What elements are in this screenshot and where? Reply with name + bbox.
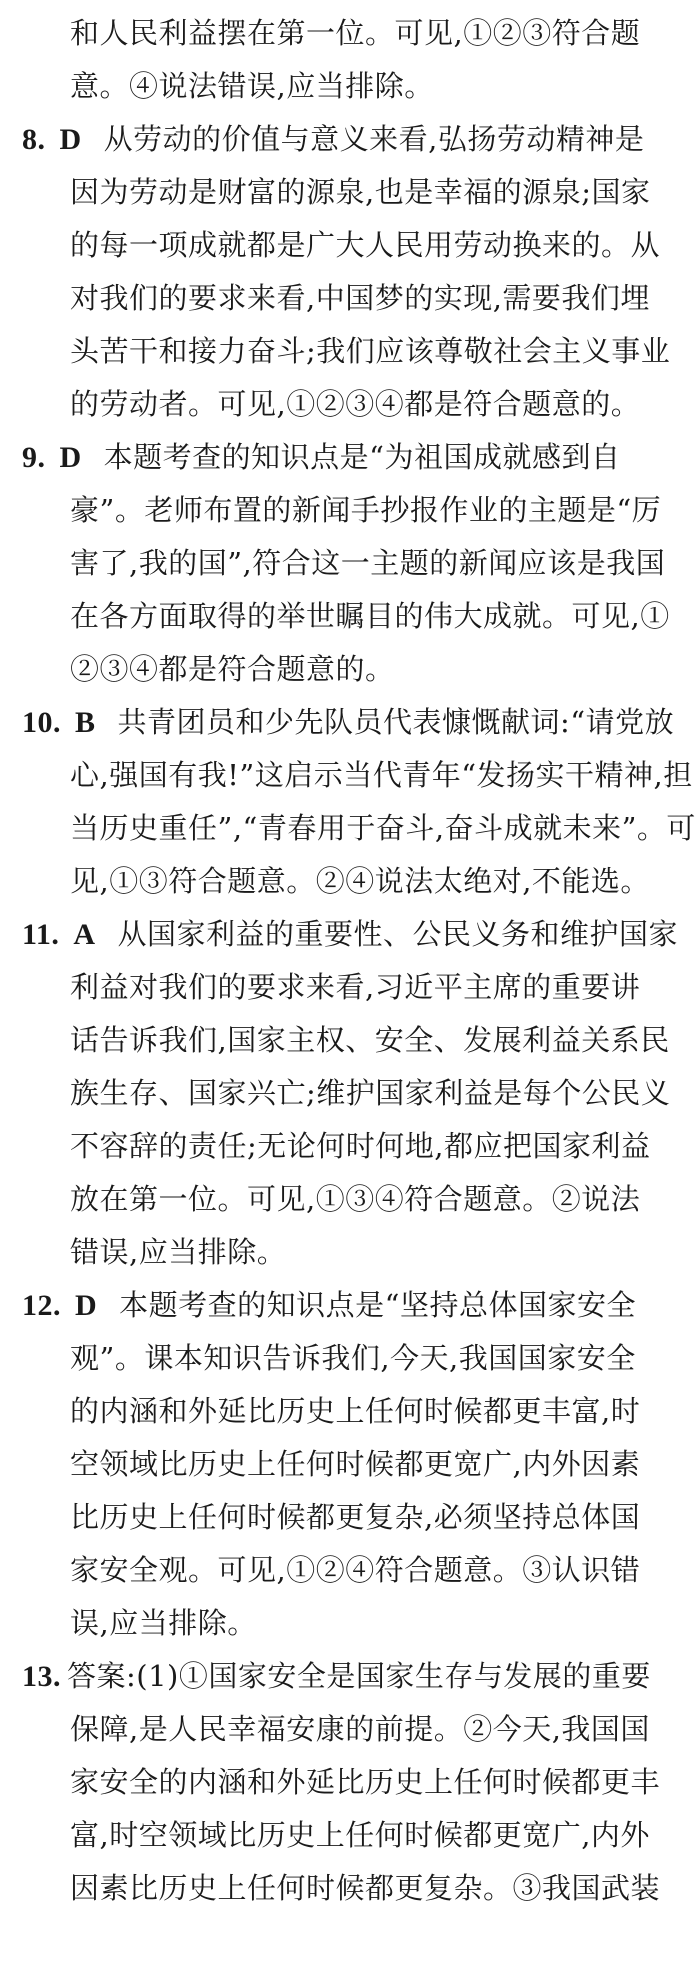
- text-line: 和人民利益摆在第一位。可见,①②③符合题: [70, 16, 641, 50]
- text-line: 观”。课本知识告诉我们,今天,我国国家安全: [70, 1341, 636, 1375]
- text-line: 共青团员和少先队员代表慷慨献词:“请党放: [117, 705, 675, 739]
- item-number: 9.: [22, 441, 46, 474]
- text-line: 放在第一位。可见,①③④符合题意。②说法: [70, 1182, 641, 1216]
- item-answer-letter: D: [75, 1289, 98, 1322]
- answer-item-12-first-line: [22, 1275, 636, 1335]
- text-line: 家安全观。可见,①②④符合题意。③认识错: [70, 1553, 641, 1587]
- text-line: 家安全的内涵和外延比历史上任何时候都更丰: [70, 1765, 661, 1799]
- text-line: 本题考查的知识点是“为祖国成就感到自: [103, 440, 621, 474]
- text-line: 利益对我们的要求来看,习近平主席的重要讲: [70, 970, 641, 1004]
- text-line: 富,时空领域比历史上任何时候都更宽广,内外: [70, 1818, 650, 1852]
- item-number: 11.: [22, 918, 60, 951]
- answer-item-8-first-line: [22, 109, 644, 169]
- text-line: 的每一项成就都是广大人民用劳动换来的。从: [70, 228, 661, 262]
- text-line: 从劳动的价值与意义来看,弘扬劳动精神是: [103, 122, 645, 156]
- text-line: 从国家利益的重要性、公民义务和维护国家: [117, 917, 679, 951]
- text-line: 保障,是人民幸福安康的前提。②今天,我国国: [70, 1712, 650, 1746]
- text-line: 话告诉我们,国家主权、安全、发展利益关系民: [70, 1023, 670, 1057]
- text-line: 比历史上任何时候都更复杂,必须坚持总体国: [70, 1500, 641, 1534]
- answer-item-10-first-line: [22, 692, 674, 752]
- text-line: 见,①③符合题意。②④说法太绝对,不能选。: [70, 864, 650, 898]
- text-line: 害了,我的国”,符合这一主题的新闻应该是我国: [70, 546, 666, 580]
- text-line: (1)①国家安全是国家生存与发展的重要: [136, 1659, 651, 1693]
- text-line: 本题考查的知识点是“坚持总体国家安全: [119, 1288, 636, 1322]
- item-number: 12.: [22, 1289, 61, 1322]
- text-line: 因素比历史上任何时候都更复杂。③我国武装: [70, 1871, 661, 1905]
- answer-item-9-first-line: [22, 427, 621, 487]
- text-line: 在各方面取得的举世瞩目的伟大成就。可见,①: [70, 599, 670, 633]
- item-answer-letter: D: [59, 123, 82, 156]
- text-line: 头苦干和接力奋斗;我们应该尊敬社会主义事业: [70, 334, 671, 368]
- item-number: 13.: [22, 1660, 61, 1693]
- text-line: 空领域比历史上任何时候都更宽广,内外因素: [70, 1447, 641, 1481]
- text-line: 当历史重任”,“青春用于奋斗,奋斗成就未来”。可: [70, 811, 696, 845]
- item-answer-letter: D: [59, 441, 82, 474]
- answer-label: 答案:: [67, 1659, 137, 1693]
- text-line: 对我们的要求来看,中国梦的实现,需要我们埋: [70, 281, 650, 315]
- item-number: 10.: [22, 706, 61, 739]
- answer-item-13-first-line: [22, 1646, 651, 1706]
- text-line: 误,应当排除。: [70, 1606, 257, 1640]
- text-line: 心,强国有我!”这启示当代青年“发扬实干精神,担: [70, 758, 693, 792]
- item-number: 8.: [22, 123, 46, 156]
- item-answer-letter: A: [73, 918, 96, 951]
- text-line: 族生存、国家兴亡;维护国家利益是每个公民义: [70, 1076, 671, 1110]
- text-line: 不容辞的责任;无论何时何地,都应把国家利益: [70, 1129, 651, 1163]
- item-answer-letter: B: [75, 706, 96, 739]
- answer-item-11-first-line: [22, 904, 678, 964]
- text-line: 豪”。老师布置的新闻手抄报作业的主题是“厉: [70, 493, 662, 527]
- text-line: 的劳动者。可见,①②③④都是符合题意的。: [70, 387, 641, 421]
- text-line: 意。④说法错误,应当排除。: [70, 69, 434, 103]
- text-line: 错误,应当排除。: [70, 1235, 287, 1269]
- text-line: ②③④都是符合题意的。: [70, 652, 395, 686]
- text-line: 因为劳动是财富的源泉,也是幸福的源泉;国家: [70, 175, 651, 209]
- text-line: 的内涵和外延比历史上任何时候都更丰富,时: [70, 1394, 641, 1428]
